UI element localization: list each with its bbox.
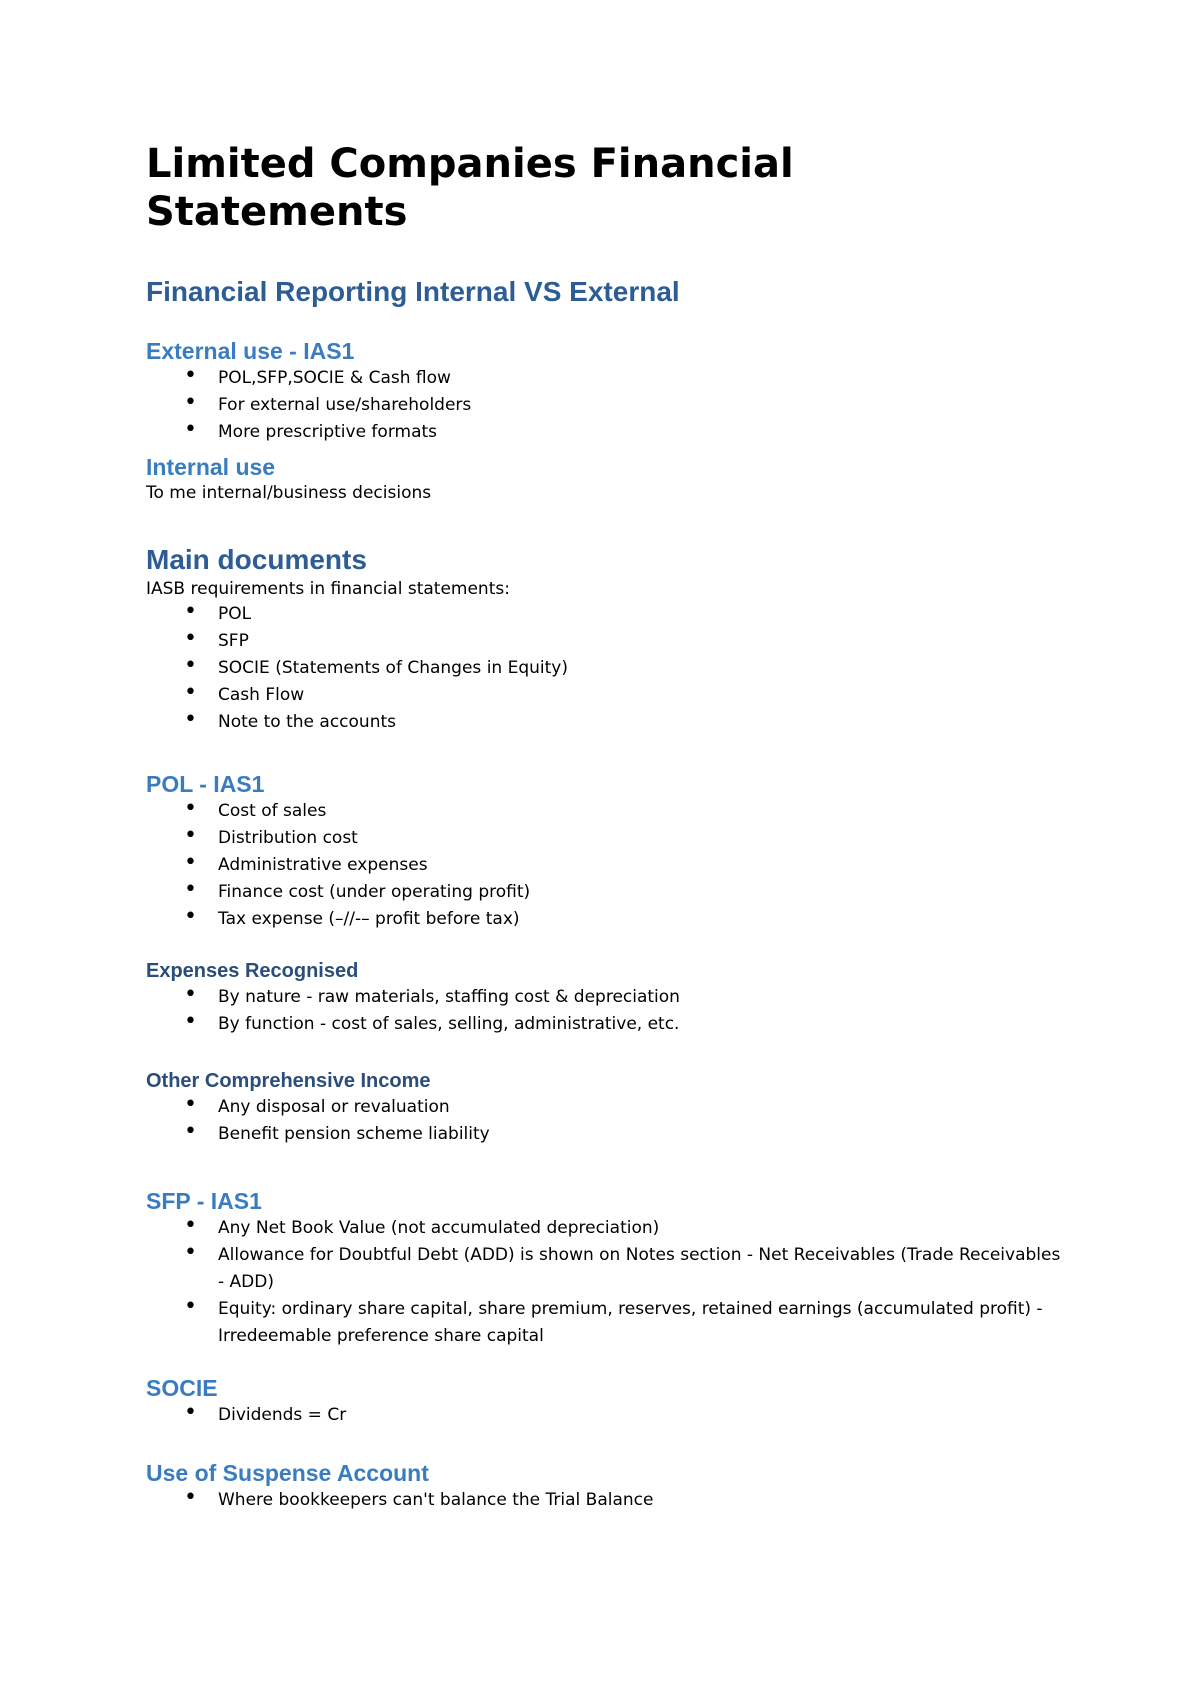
list-item: • For external use/shareholders (146, 392, 471, 419)
section-external-use (146, 337, 471, 446)
section-suspense-account (146, 1459, 653, 1514)
list-item: • Benefit pension scheme liability (146, 1121, 490, 1148)
heading-financial-reporting: Financial Reporting Internal VS External (146, 276, 680, 307)
heading-internal-use: Internal use (146, 454, 276, 480)
list-item: • More prescriptive formats (146, 419, 471, 446)
main-documents-intro: IASB requirements in financial statements: (146, 579, 510, 599)
section-expenses-recognised (146, 958, 680, 1038)
page-title (146, 140, 794, 236)
list-item: • Note to the accounts (146, 709, 568, 736)
section-socie (146, 1374, 346, 1429)
list-item: • SOCIE (Statements of Changes in Equity) (146, 655, 568, 682)
list-item: • Any disposal or revaluation (146, 1094, 490, 1121)
section-financial-reporting (146, 275, 680, 309)
sfp-list (146, 1215, 1066, 1350)
list-item: • By function - cost of sales, selling, administrative, etc. (146, 1011, 680, 1038)
list-item: • Allowance for Doubtful Debt (ADD) is shown on Notes section - Net Receivables (Trade Receivables - ADD) (146, 1242, 1066, 1296)
list-item: • POL (146, 601, 568, 628)
list-item: • Dividends = Cr (146, 1402, 346, 1429)
section-pol (146, 770, 530, 933)
expenses-list (146, 984, 680, 1038)
title-line-2: Statements (146, 189, 408, 235)
internal-use-text: To me internal/business decisions (146, 483, 432, 503)
heading-external-use: External use - IAS1 (146, 338, 355, 364)
list-item: • POL,SFP,SOCIE & Cash flow (146, 365, 471, 392)
external-use-list (146, 365, 471, 446)
oci-list (146, 1094, 490, 1148)
list-item: • Equity: ordinary share capital, share premium, reserves, retained earnings (accumulated profit) - Irredeemable preference share capital (146, 1296, 1066, 1350)
title-block (146, 140, 794, 236)
list-item: • Tax expense (–//-– profit before tax) (146, 906, 530, 933)
list-item: • Cash Flow (146, 682, 568, 709)
heading-main-documents: Main documents (146, 544, 367, 575)
heading-other-comprehensive-income: Other Comprehensive Income (146, 1070, 431, 1092)
list-item: • Administrative expenses (146, 852, 530, 879)
suspense-list (146, 1487, 653, 1514)
list-item: • Any Net Book Value (not accumulated depreciation) (146, 1215, 1066, 1242)
list-item: • Cost of sales (146, 798, 530, 825)
heading-expenses-recognised: Expenses Recognised (146, 960, 359, 982)
list-item: • Distribution cost (146, 825, 530, 852)
section-internal-use (146, 453, 431, 505)
heading-sfp: SFP - IAS1 (146, 1188, 262, 1214)
title-line-1: Limited Companies Financial (146, 141, 794, 187)
list-item: • Where bookkeepers can't balance the Trial Balance (146, 1487, 653, 1514)
heading-suspense-account: Use of Suspense Account (146, 1460, 429, 1486)
list-item: • Finance cost (under operating profit) (146, 879, 530, 906)
list-item: • By nature - raw materials, staffing cost & depreciation (146, 984, 680, 1011)
section-sfp (146, 1187, 1066, 1350)
list-item: • SFP (146, 628, 568, 655)
pol-list (146, 798, 530, 933)
section-main-documents (146, 543, 568, 736)
section-other-comprehensive-income (146, 1068, 490, 1148)
main-documents-list (146, 601, 568, 736)
heading-socie: SOCIE (146, 1375, 218, 1401)
heading-pol: POL - IAS1 (146, 771, 265, 797)
socie-list (146, 1402, 346, 1429)
